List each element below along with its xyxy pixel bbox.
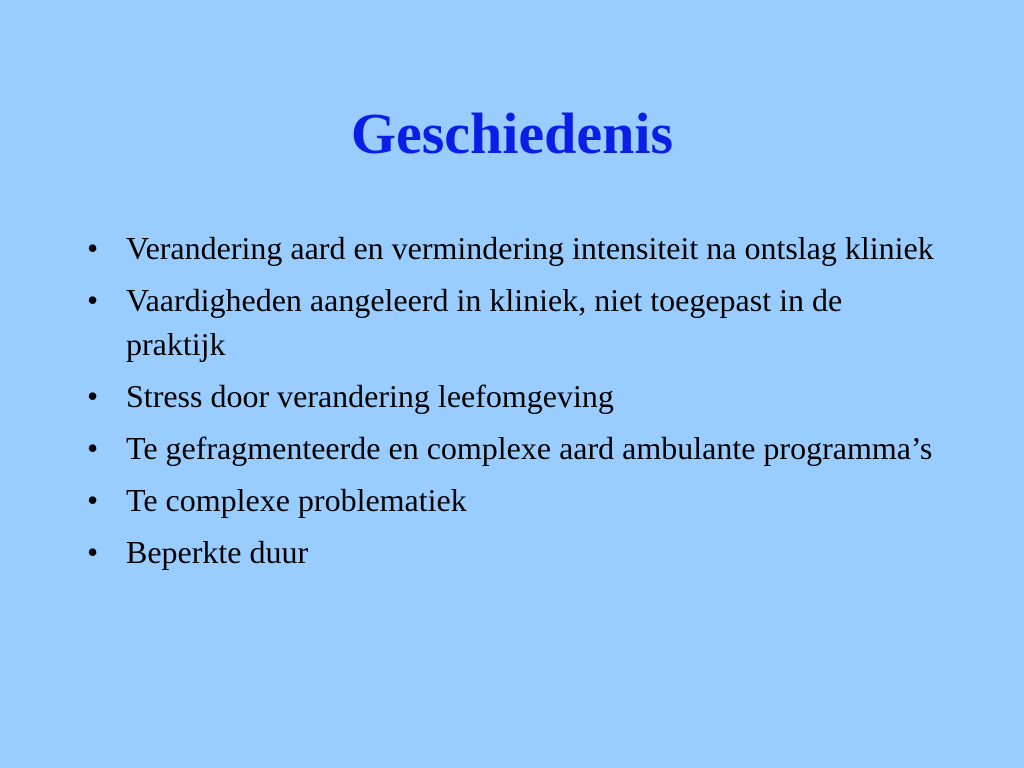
bullet-item	[87, 374, 947, 418]
bullet-text: Stress door verandering leefomgeving	[126, 378, 614, 414]
bullet-text: Verandering aard en vermindering intensiteit na ontslag kliniek	[126, 230, 934, 266]
bullet-text: Te gefragmenteerde en complexe aard ambulante programma’s	[126, 430, 933, 466]
bullet-item	[87, 478, 947, 522]
bullet-icon: •	[87, 230, 99, 266]
bullet-text: Beperkte duur	[126, 534, 309, 570]
bullet-icon: •	[87, 378, 99, 414]
bullet-list	[87, 226, 947, 582]
bullet-icon: •	[87, 482, 99, 518]
bullet-icon: •	[87, 282, 99, 318]
bullet-item	[87, 278, 947, 366]
slide-title: Geschiedenis	[350, 101, 674, 166]
bullet-item	[87, 226, 947, 270]
bullet-text: Te complexe problematiek	[126, 482, 467, 518]
bullet-icon: •	[87, 430, 99, 466]
bullet-icon: •	[87, 534, 99, 570]
bullet-text: Vaardigheden aangeleerd in kliniek, niet toegepast in de praktijk	[126, 282, 843, 362]
bullet-item	[87, 530, 947, 574]
bullet-item	[87, 426, 947, 470]
